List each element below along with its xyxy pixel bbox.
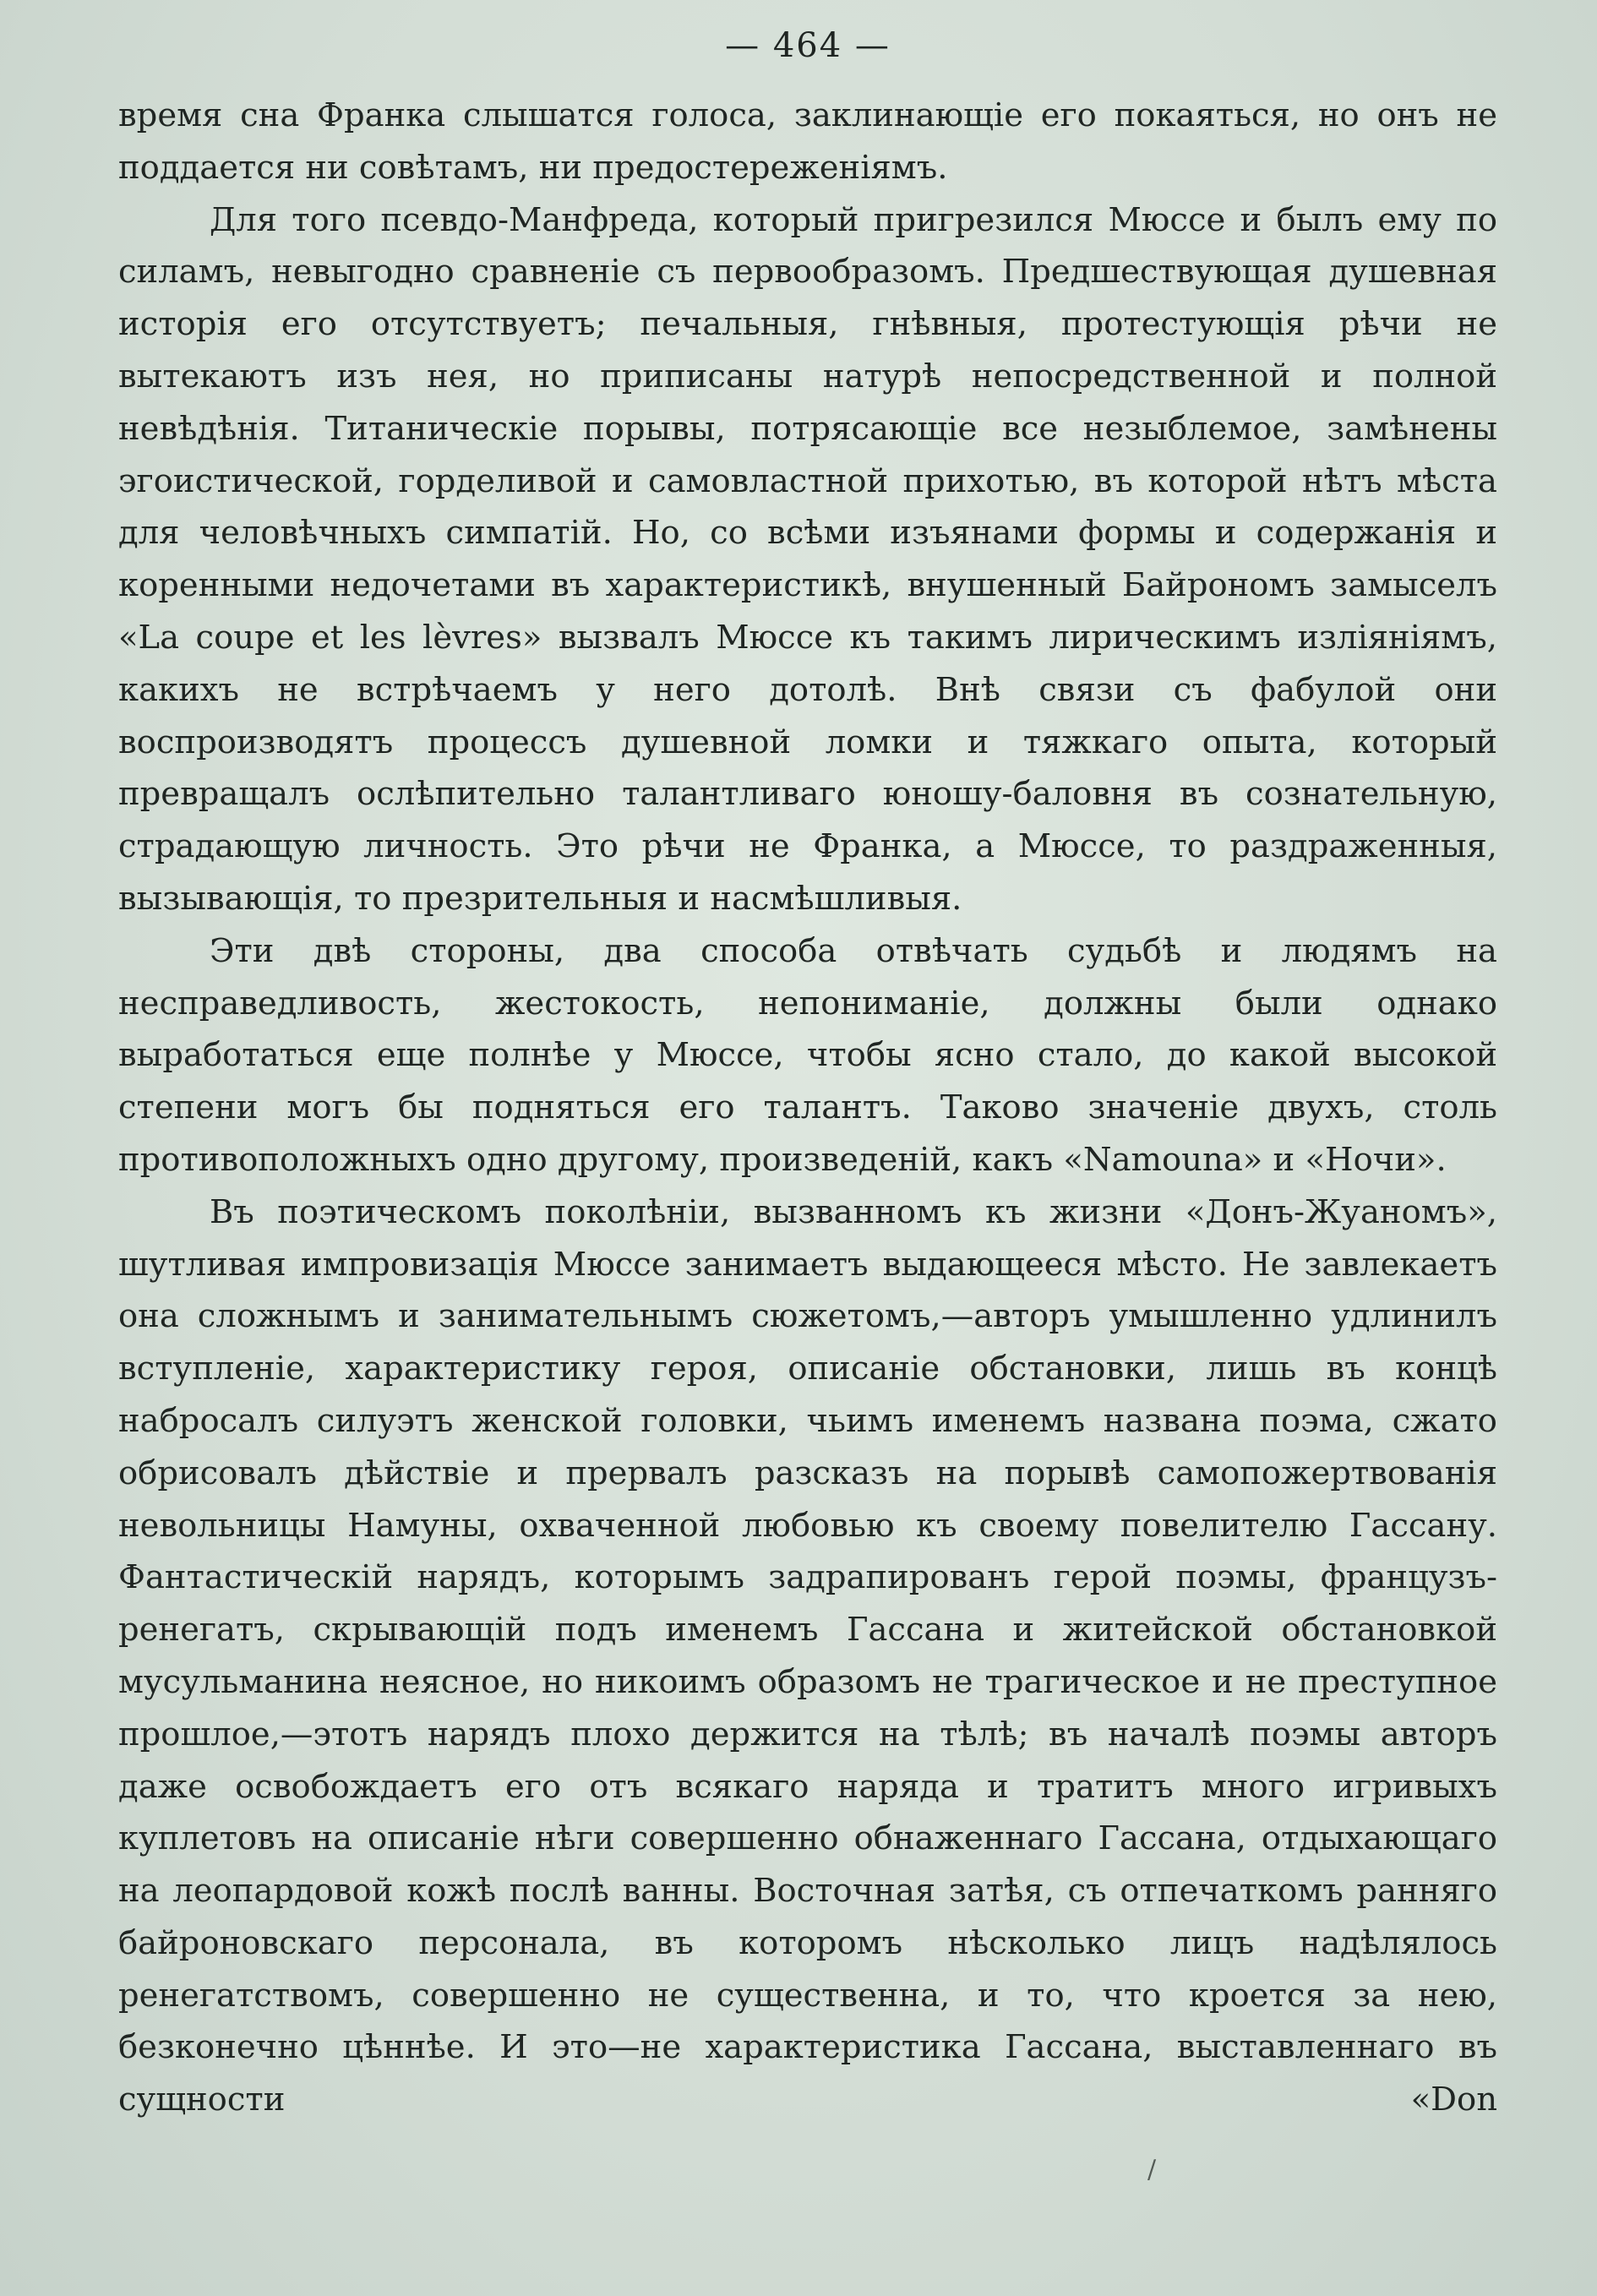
paragraph-namouna: Въ поэтическомъ поколѣніи, вызванномъ къ жизни «Донъ-Жуаномъ», шутливая импровизація Мюссе занимаетъ выдающееся мѣсто. Не завлекаетъ она сложнымъ и занимательнымъ сюжетомъ,—авторъ умышленно удлинилъ вступленіе, характеристику героя, описаніе обстановки, лишь въ концѣ набросалъ силуэтъ женской головки, чьимъ именемъ названа поэма, сжато обрисовалъ дѣйствіе и прервалъ разсказъ на порывѣ самопожертвованія невольницы Намуны, охваченной любовью къ своему повелителю Гассану. Фантастическій нарядъ, которымъ задрапированъ герой поэмы, французъ-ренегатъ, скрывающій подъ именемъ Гассана и житейской обстановкой мусульманина неясное, но никоимъ образомъ не трагическое и не преступное прошлое,—этотъ нарядъ плохо держится на тѣлѣ; въ началѣ поэмы авторъ даже освобождаетъ его отъ всякаго наряда и тратитъ много игривыхъ куплетовъ на описаніе нѣги совершенно обнаженнаго Гассана, отдыхающаго на леопардовой кожѣ послѣ ванны. Восточная затѣя, съ отпечаткомъ ранняго байроновскаго персонала, въ которомъ нѣсколько лицъ надѣлялось ренегатствомъ, совершенно не существенна, и то, что кроется за нею, безконечно цѣннѣе. И это—не характеристика Гассана, выставленнаго въ сущности «Don <box>118 1192 1497 2119</box>
paragraph-continuation: время сна Франка слышатся голоса, заклинающіе его покаяться, но онъ не поддается ни совѣтамъ, ни предостереженіямъ. <box>118 96 1497 187</box>
stray-pen-mark: / <box>1147 2155 1157 2184</box>
paragraph-two-sides: Эти двѣ стороны, два способа отвѣчать судьбѣ и людямъ на несправедливость, жестокость, непониманіе, должны были однако выработаться еще полнѣе у Мюссе, чтобы ясно стало, до какой высокой степени могъ бы подняться его талантъ. Таково значеніе двухъ, столь противоположныхъ одно другому, произведеній, какъ «Namouna» и «Ночи». <box>118 931 1497 1179</box>
paragraph-pseudo-manfred: Для того псевдо-Манфреда, который пригрезился Мюссе и былъ ему по силамъ, невыгодно сравненіе съ первообразомъ. Предшествующая душевная исторія его отсутствуетъ; печальныя, гнѣвныя, протестующія рѣчи не вытекаютъ изъ нея, но приписаны натурѣ непосредственной и полной невѣдѣнія. Титаническіе порывы, потрясающіе все незыблемое, замѣнены эгоистической, горделивой и самовластной прихотью, въ которой нѣтъ мѣста для человѣчныхъ симпатій. Но, со всѣми изъянами формы и содержанія и коренными недочетами въ характеристикѣ, внушенный Байрономъ замыселъ «La coupe et les lèvres» вызвалъ Мюссе къ такимъ лирическимъ изліяніямъ, какихъ не встрѣчаемъ у него дотолѣ. Внѣ связи съ фабулой они воспроизводятъ процессъ душевной ломки и тяжкаго опыта, который превращалъ ослѣпительно талантливаго юношу-баловня въ сознательную, страдающую личность. Это рѣчи не Франка, а Мюссе, то раздраженныя, вызывающія, то презрительныя и насмѣшливыя. <box>118 200 1497 918</box>
body-text <box>118 90 1497 2126</box>
page-number: — 464 — <box>725 26 891 65</box>
